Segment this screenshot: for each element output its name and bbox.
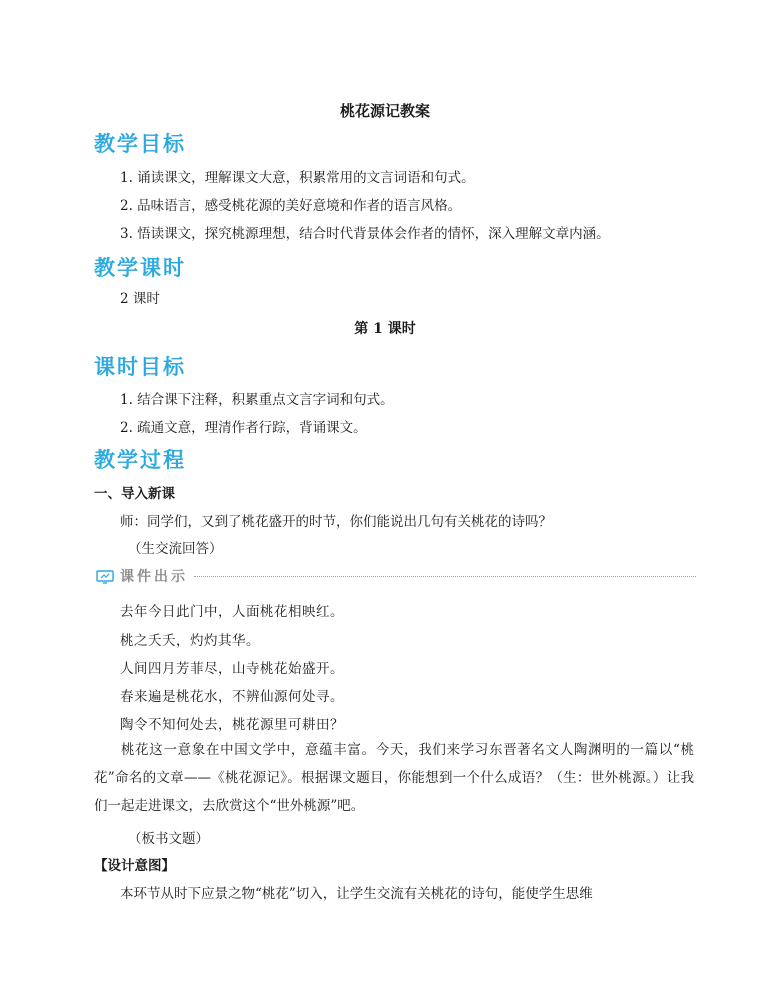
courseware-divider: [194, 576, 696, 577]
poem-line-4: 春来遍是桃花水，不辨仙源何处寻。: [120, 689, 344, 705]
doc-title: 桃花源记教案: [339, 102, 430, 120]
poem-line-3: 人间四月芳菲尽，山寺桃花始盛开。: [120, 661, 344, 677]
board-note: （板书文题）: [128, 831, 209, 847]
hours-text: 2 课时: [120, 291, 160, 307]
heading-lesson-goals: 课时目标: [94, 355, 186, 379]
courseware-label: 课件出示: [120, 569, 188, 585]
goal-item-1: 1. 诵读课文，理解课文大意，积累常用的文言词语和句式。: [120, 170, 475, 186]
intro-paragraph: 桃花这一意象在中国文学中，意蕴丰富。今天，我们来学习东晋著名文人陶渊明的一篇以“桃花”命名的文章——《桃花源记》。根据课文题目，你能想到一个什么成语？（生：世外桃源。）让我们一起走进课文，去欣赏这个“世外桃源”吧。: [94, 742, 694, 814]
step-1-heading: 一、导入新课: [94, 486, 175, 502]
goal-item-3: 3. 悟读课文，探究桃源理想，结合时代背景体会作者的情怀，深入理解文章内涵。: [120, 226, 610, 242]
heading-teaching-goals: 教学目标: [94, 132, 186, 156]
poem-line-1: 去年今日此门中，人面桃花相映红。: [120, 604, 344, 620]
courseware-banner: [96, 566, 696, 586]
lesson-1-title: 第 1 课时: [354, 321, 416, 337]
lesson-goal-item-2: 2. 疏通文意，理清作者行踪，背诵课文。: [120, 420, 367, 436]
design-heading: 【设计意图】: [94, 858, 175, 874]
design-text: 本环节从时下应景之物“桃花”切入，让学生交流有关桃花的诗句，能使学生思维: [120, 886, 593, 902]
heading-teaching-hours: 教学课时: [94, 256, 186, 280]
screen-icon: [96, 569, 114, 583]
heading-teaching-process: 教学过程: [94, 448, 186, 472]
poem-line-2: 桃之夭夭，灼灼其华。: [120, 633, 260, 649]
teacher-line: 师：同学们，又到了桃花盛开的时节，你们能说出几句有关桃花的诗吗？: [120, 514, 552, 530]
poem-line-5: 陶令不知何处去，桃花源里可耕田？: [120, 717, 344, 733]
goal-item-2: 2. 品味语言，感受桃花源的美好意境和作者的语言风格。: [120, 198, 462, 214]
student-note: （生交流回答）: [128, 541, 223, 557]
lesson-goal-item-1: 1. 结合课下注释，积累重点文言字词和句式。: [120, 392, 394, 408]
